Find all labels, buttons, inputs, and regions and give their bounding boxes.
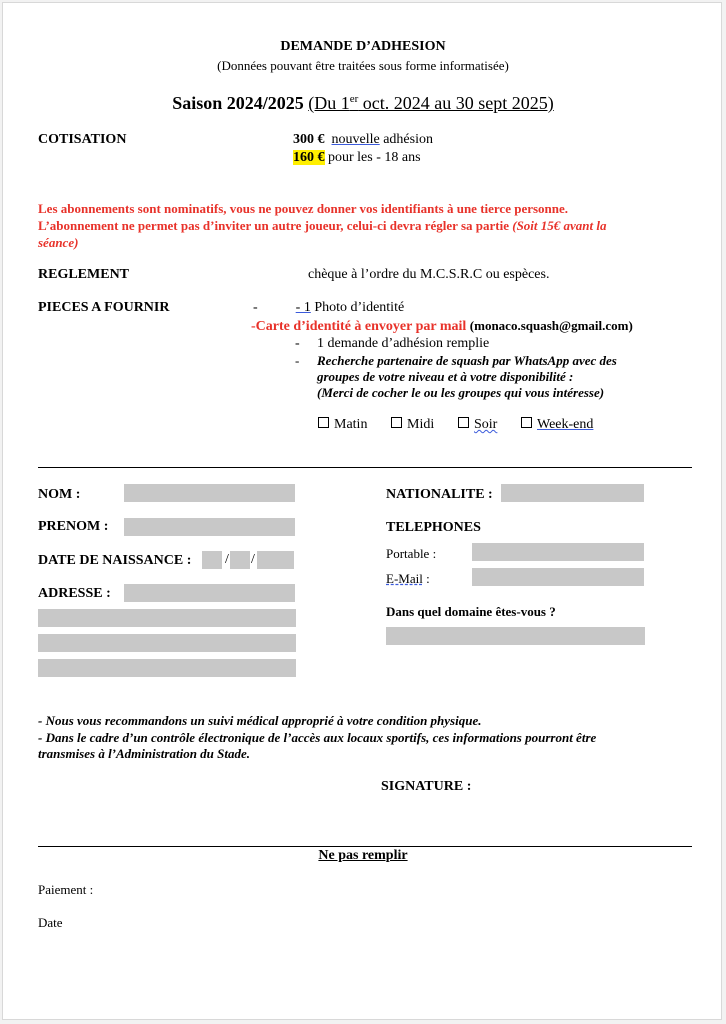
note-electronic-control-1: - Dans le cadre d’un contrôle électronique de l’accès aux locaux sportifs, ces informations pourront être xyxy=(38,730,597,745)
paiement-label: Paiement : xyxy=(38,882,94,897)
option-soir[interactable]: Soir xyxy=(458,417,497,433)
notice-line-1: Les abonnements sont nominatifs, vous ne pouvez donner vos identifiants à une tierce personne. xyxy=(38,201,569,216)
divider-top xyxy=(38,467,692,468)
season-label: Saison 2024/2025 xyxy=(172,93,304,113)
email-field[interactable] xyxy=(472,568,644,586)
adresse-label: ADRESSE : xyxy=(38,586,111,601)
piece-item-form: - 1 demande d’adhésion remplie xyxy=(295,336,490,351)
do-not-fill-heading: Ne pas remplir xyxy=(318,848,408,863)
prenom-label: PRENOM : xyxy=(38,519,109,534)
adresse-field-1[interactable] xyxy=(124,584,295,602)
option-matin[interactable]: Matin xyxy=(318,417,367,433)
dob-year-field[interactable] xyxy=(257,551,294,569)
piece-item-id-card: -Carte d’identité à envoyer par mail (monaco.squash@gmail.com) xyxy=(251,318,633,334)
portable-label: Portable : xyxy=(386,546,437,561)
reglement-label: REGLEMENT xyxy=(38,267,130,282)
portable-field[interactable] xyxy=(472,543,644,561)
season-line xyxy=(3,93,723,114)
domaine-label: Dans quel domaine êtes-vous ? xyxy=(386,604,556,619)
document-title: DEMANDE D’ADHESION xyxy=(280,39,446,54)
season-dates: (Du 1er oct. 2024 au 30 sept 2025) xyxy=(308,93,554,113)
cotisation-label: COTISATION xyxy=(38,132,127,147)
adresse-field-2[interactable] xyxy=(38,609,296,627)
document-subtitle: (Données pouvant être traitées sous forme informatisée) xyxy=(217,58,509,73)
date-label: Date xyxy=(38,915,63,930)
nom-field[interactable] xyxy=(124,484,295,502)
option-weekend[interactable]: Week-end xyxy=(521,417,593,433)
notice-line-2: L’abonnement ne permet pas d’inviter un autre joueur, celui-ci devra régler sa partie (Soit 15€ avant la xyxy=(38,218,607,233)
signature-label: SIGNATURE : xyxy=(381,779,472,794)
dob-separator-1: / xyxy=(225,552,229,567)
nom-label: NOM : xyxy=(38,487,81,502)
email-label: E-Mail : xyxy=(386,571,430,586)
adresse-field-3[interactable] xyxy=(38,634,296,652)
dob-separator-2: / xyxy=(251,552,255,567)
telephones-label: TELEPHONES xyxy=(386,520,481,535)
piece-item-photo: - - 1 Photo d’identité xyxy=(253,300,405,315)
adresse-field-4[interactable] xyxy=(38,659,296,677)
nationalite-label: NATIONALITE : xyxy=(386,487,493,502)
checkbox-soir[interactable] xyxy=(458,417,469,428)
dob-month-field[interactable] xyxy=(230,551,250,569)
dob-day-field[interactable] xyxy=(202,551,222,569)
document-page xyxy=(2,2,722,1020)
reglement-text: chèque à l’ordre du M.C.S.R.C ou espèces. xyxy=(308,267,550,282)
price-under-18: 160 € pour les - 18 ans xyxy=(293,150,421,165)
note-medical: - Nous vous recommandons un suivi médical approprié à votre condition physique. xyxy=(38,713,482,728)
checkbox-midi[interactable] xyxy=(391,417,402,428)
note-electronic-control-2: transmises à l’Administration du Stade. xyxy=(38,746,251,761)
piece-item-whatsapp: - Recherche partenaire de squash par WhatsApp avec des groupes de votre niveau et à votre disponibilité : (Merci de cocher le ou les groupes qui vous intéresse) xyxy=(295,353,617,400)
domaine-field[interactable] xyxy=(386,627,645,645)
notice-line-3: séance) xyxy=(38,235,79,250)
prenom-field[interactable] xyxy=(124,518,295,536)
checkbox-weekend[interactable] xyxy=(521,417,532,428)
nationalite-field[interactable] xyxy=(501,484,644,502)
checkbox-matin[interactable] xyxy=(318,417,329,428)
dob-label: DATE DE NAISSANCE : xyxy=(38,553,192,568)
divider-bottom xyxy=(38,846,692,847)
pieces-label: PIECES A FOURNIR xyxy=(38,300,170,315)
price-new-membership: 300 € nouvelle adhésion xyxy=(293,132,433,147)
option-midi[interactable]: Midi xyxy=(391,417,434,433)
